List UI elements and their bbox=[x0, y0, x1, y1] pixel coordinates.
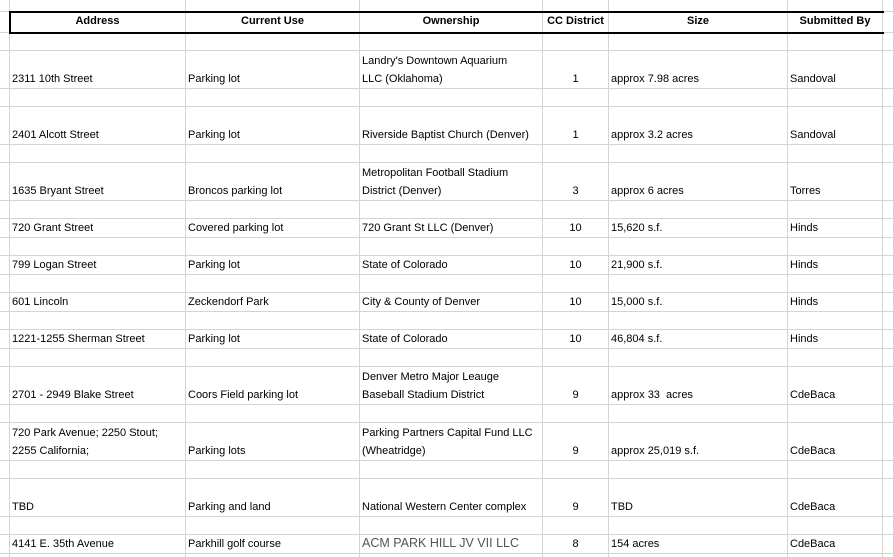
cell-size[interactable]: approx 33 acres bbox=[611, 389, 693, 401]
cell-current-use[interactable]: Broncos parking lot bbox=[188, 185, 283, 197]
column-gridline bbox=[9, 0, 10, 557]
row-gridline bbox=[0, 106, 893, 107]
cell-address[interactable]: 799 Logan Street bbox=[12, 259, 97, 271]
cell-size[interactable]: 46,804 s.f. bbox=[611, 333, 663, 345]
cell-size[interactable]: 154 acres bbox=[611, 538, 660, 550]
column-gridline bbox=[608, 0, 609, 557]
cell-cc-district[interactable]: 10 bbox=[569, 296, 582, 308]
cell-size[interactable]: 15,620 s.f. bbox=[611, 222, 663, 234]
cell-address[interactable]: 4141 E. 35th Avenue bbox=[12, 538, 114, 550]
cell-submitted-by[interactable]: Sandoval bbox=[790, 73, 836, 85]
header-ownership[interactable]: Ownership bbox=[422, 15, 480, 27]
cell-address[interactable]: 720 Grant Street bbox=[12, 222, 94, 234]
cell-submitted-by[interactable]: Sandoval bbox=[790, 129, 836, 141]
column-gridline bbox=[882, 0, 883, 557]
row-gridline bbox=[0, 274, 893, 275]
header-size[interactable]: Size bbox=[686, 15, 709, 27]
header-cc-district[interactable]: CC District bbox=[547, 15, 604, 27]
cell-address[interactable]: 2311 10th Street bbox=[12, 73, 93, 85]
cell-address[interactable]: 2401 Alcott Street bbox=[12, 129, 99, 141]
cell-address-line1[interactable]: 720 Park Avenue; 2250 Stout; bbox=[12, 427, 158, 439]
row-gridline bbox=[0, 162, 893, 163]
cell-ownership[interactable]: 720 Grant St LLC (Denver) bbox=[362, 222, 494, 234]
cell-address[interactable]: TBD bbox=[12, 501, 34, 513]
column-gridline bbox=[787, 0, 788, 557]
cell-ownership[interactable]: City & County of Denver bbox=[362, 296, 480, 308]
cell-submitted-by[interactable]: CdeBaca bbox=[790, 501, 836, 513]
cell-submitted-by[interactable]: CdeBaca bbox=[790, 538, 836, 550]
cell-cc-district[interactable]: 9 bbox=[572, 389, 579, 401]
cell-cc-district[interactable]: 3 bbox=[572, 185, 579, 197]
row-gridline bbox=[0, 200, 893, 201]
cell-cc-district[interactable]: 9 bbox=[572, 501, 579, 513]
cell-current-use[interactable]: Parking lots bbox=[188, 445, 246, 457]
cell-size[interactable]: approx 7.98 acres bbox=[611, 73, 700, 85]
cell-ownership-line1[interactable]: Landry's Downtown Aquarium bbox=[362, 55, 508, 67]
cell-submitted-by[interactable]: Torres bbox=[790, 185, 821, 197]
row-gridline bbox=[0, 348, 893, 349]
cell-size[interactable]: approx 6 acres bbox=[611, 185, 684, 197]
cell-address[interactable]: 1221-1255 Sherman Street bbox=[12, 333, 145, 345]
header-current-use[interactable]: Current Use bbox=[241, 15, 304, 27]
cell-current-use[interactable]: Coors Field parking lot bbox=[188, 389, 299, 401]
cell-cc-district[interactable]: 10 bbox=[569, 333, 582, 345]
cell-current-use[interactable]: Parking lot bbox=[188, 259, 240, 271]
cell-address[interactable]: 601 Lincoln bbox=[12, 296, 69, 308]
cell-address-line2[interactable]: 2255 California; bbox=[12, 445, 90, 457]
cell-current-use[interactable]: Covered parking lot bbox=[188, 222, 284, 234]
cell-current-use[interactable]: Parking lot bbox=[188, 333, 240, 345]
cell-size[interactable]: 21,900 s.f. bbox=[611, 259, 663, 271]
cell-cc-district[interactable]: 10 bbox=[569, 222, 582, 234]
cell-ownership-line2[interactable]: District (Denver) bbox=[362, 185, 442, 197]
cell-ownership[interactable]: ACM PARK HILL JV VII LLC bbox=[362, 536, 519, 550]
cell-size[interactable]: 15,000 s.f. bbox=[611, 296, 663, 308]
cell-current-use[interactable]: Zeckendorf Park bbox=[188, 296, 269, 308]
header-address[interactable]: Address bbox=[75, 15, 120, 27]
cell-ownership-line2[interactable]: (Wheatridge) bbox=[362, 445, 426, 457]
cell-ownership[interactable]: State of Colorado bbox=[362, 259, 448, 271]
cell-submitted-by[interactable]: Hinds bbox=[790, 222, 819, 234]
cell-size[interactable]: approx 25,019 s.f. bbox=[611, 445, 700, 457]
row-gridline bbox=[0, 237, 893, 238]
cell-current-use[interactable]: Parking lot bbox=[188, 73, 240, 85]
row-gridline bbox=[0, 460, 893, 461]
cell-submitted-by[interactable]: Hinds bbox=[790, 259, 819, 271]
cell-ownership[interactable]: State of Colorado bbox=[362, 333, 448, 345]
row-gridline bbox=[0, 404, 893, 405]
cell-submitted-by[interactable]: Hinds bbox=[790, 296, 819, 308]
cell-submitted-by[interactable]: CdeBaca bbox=[790, 389, 836, 401]
cell-cc-district[interactable]: 10 bbox=[569, 259, 582, 271]
cell-ownership-line2[interactable]: Baseball Stadium District bbox=[362, 389, 485, 401]
cell-ownership-line1[interactable]: Metropolitan Football Stadium bbox=[362, 167, 509, 179]
row-gridline bbox=[0, 422, 893, 423]
cell-cc-district[interactable]: 1 bbox=[572, 129, 579, 141]
header-submitted-by[interactable]: Submitted By bbox=[799, 15, 871, 27]
cell-cc-district[interactable]: 8 bbox=[572, 538, 579, 550]
row-gridline bbox=[0, 88, 893, 89]
cell-address[interactable]: 1635 Bryant Street bbox=[12, 185, 104, 197]
row-gridline bbox=[0, 311, 893, 312]
row-gridline bbox=[0, 516, 893, 517]
cell-ownership-line2[interactable]: LLC (Oklahoma) bbox=[362, 73, 443, 85]
cell-cc-district[interactable]: 1 bbox=[572, 73, 579, 85]
row-gridline bbox=[0, 50, 893, 51]
cell-size[interactable]: approx 3.2 acres bbox=[611, 129, 693, 141]
cell-ownership-line1[interactable]: Denver Metro Major Leauge bbox=[362, 371, 499, 383]
cell-ownership[interactable]: National Western Center complex bbox=[362, 501, 527, 513]
cell-address[interactable]: 2701 - 2949 Blake Street bbox=[12, 389, 134, 401]
cell-size[interactable]: TBD bbox=[611, 501, 633, 513]
column-gridline bbox=[185, 0, 186, 557]
row-gridline bbox=[0, 144, 893, 145]
cell-cc-district[interactable]: 9 bbox=[572, 445, 579, 457]
cell-submitted-by[interactable]: Hinds bbox=[790, 333, 819, 345]
cell-current-use[interactable]: Parking and land bbox=[188, 501, 271, 513]
row-gridline bbox=[0, 553, 893, 554]
cell-current-use[interactable]: Parking lot bbox=[188, 129, 240, 141]
cell-current-use[interactable]: Parkhill golf course bbox=[188, 538, 281, 550]
row-gridline bbox=[0, 366, 893, 367]
row-gridline bbox=[0, 478, 893, 479]
cell-ownership[interactable]: Riverside Baptist Church (Denver) bbox=[362, 129, 529, 141]
cell-ownership-line1[interactable]: Parking Partners Capital Fund LLC bbox=[362, 427, 533, 439]
column-gridline bbox=[359, 0, 360, 557]
cell-submitted-by[interactable]: CdeBaca bbox=[790, 445, 836, 457]
